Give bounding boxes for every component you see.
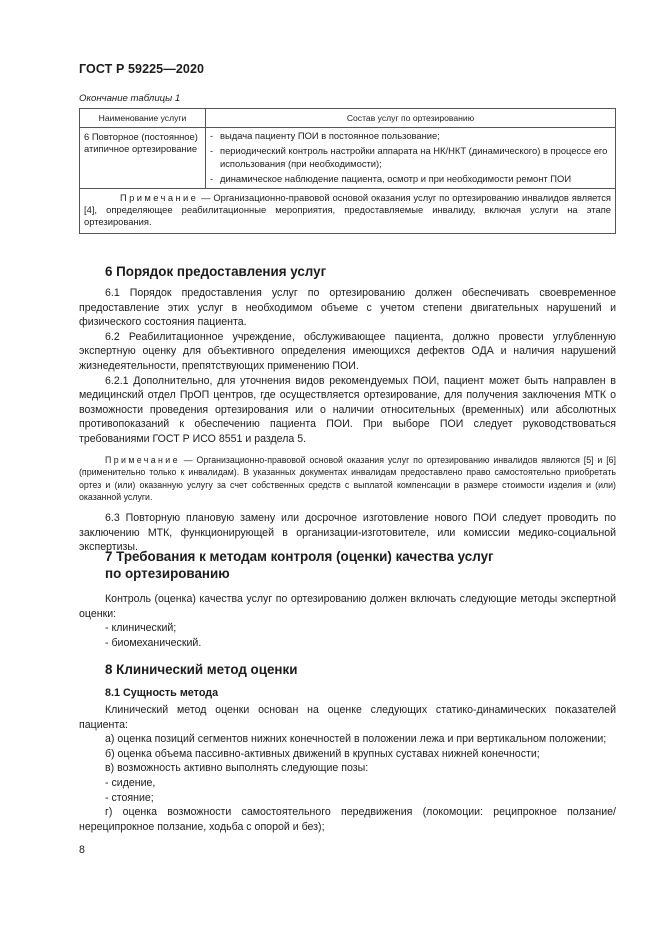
list-item-a: а) оценка позиций сегментов нижних конечностей в положении лежа и при вертикальном положении; (105, 733, 607, 746)
list-item: - сидение, (105, 776, 156, 789)
list-item: - клинический; (105, 622, 177, 635)
section-6-body (79, 286, 616, 555)
table-note-row (80, 189, 616, 234)
table-header-row (80, 109, 616, 128)
list-item: - выдача пациенту ПОИ в постоянное пользование; (210, 130, 440, 142)
standard-header: ГОСТ Р 59225—2020 (79, 62, 205, 76)
col-header-service-composition: Состав услуг по ортезированию (206, 109, 616, 128)
list-item: - периодический контроль настройки аппарата на НК/НКТ (динамического) в процессе его использования (при необходимости); (210, 145, 608, 169)
section-7-body (79, 592, 616, 650)
col-header-service-name: Наименование услуги (80, 109, 206, 128)
paragraph-6-2: 6.2 Реабилитационное учреждение, обслуживающее пациента, должно провести углубленную экспертную оценку для объективного определения имеющихся дефектов ОДА и наличия нарушений жизнедеятельности, препятствующих применению ПОИ. (79, 330, 616, 372)
list-item-b: б) оценка объема пассивно-активных движений в крупных суставах нижней конечности; (105, 747, 540, 760)
paragraph-7: Контроль (оценка) качества услуг по ортезированию должен включать следующие методы экспертной оценки: (79, 593, 616, 620)
paragraph-6-3: 6.3 Повторную плановую замену или досрочное изготовление нового ПОИ следует проводить по заключению МТК, функционирующей в организации-изготовителе, или комиссии медико-социальной экспертизы. (79, 511, 616, 554)
services-table (79, 108, 616, 234)
list-item: - биомеханический. (105, 636, 202, 649)
list-item: - динамическое наблюдение пациента, осмотр и при необходимости ремонт ПОИ (210, 172, 572, 184)
list-item-v: в) возможность активно выполнять следующие позы: (105, 762, 369, 775)
table-note: Примечание — Организационно-правовой основой оказания услуг по ортезированию инвалидов является [4], определяющее реабилитационные мероприятия, предоставляемые инвалиду, включая услуги на этапе ортезирования. (80, 189, 616, 234)
section-8-title: 8 Клинический метод оценки (105, 662, 298, 677)
table-caption: Окончание таблицы 1 (79, 93, 181, 104)
paragraph-6-1: 6.1 Порядок предоставления услуг по ортезированию должен обеспечивать своевременное предоставление этих услуг в необходимом объеме с учетом степени двигательных нарушений и физического состояния пациента. (79, 287, 616, 329)
service-name-cell: 6 Повторное (постоянное) атипичное ортезирование (80, 128, 206, 189)
paragraph-6-2-1: 6.2.1 Дополнительно, для уточнения видов рекомендуемых ПОИ, пациент может быть направлен в медицинский отдел ПрОП центров, где осуществляется ортезирование, для получения заключения МТК о возможности проведения ортезирования или о наличии относительных (временных) или абсолютных противопоказаний к обеспечению пациента ПОИ. При выборе ПОИ следует руководствоваться требованиями ГОСТ Р ИСО 8551 и раздела 5. (79, 374, 616, 445)
page-number: 8 (79, 844, 85, 856)
list-item-g: г) оценка возможности самостоятельного передвижения (локомоции: реципрокное ползание/нереципрокное ползание, ходьба с опорой и без); (79, 806, 616, 833)
paragraph-8-1: Клинический метод оценки основан на оценке следующих статико-динамических показателей пациента: (79, 704, 616, 731)
section-6-note: Примечание — Организационно-правовой основой оказания услуг по ортезированию инвалидов являются [5] и [6] (применительно только к инвалидам). В указанных документах инвалидам предоставлено право самостоятельно приобретать ортез и (или) оказанную услугу за счет собственных средств с выплатой компенсации в размере стоимости изделия и (или) оказанной услуги. (79, 454, 616, 503)
section-8-1-body (79, 703, 616, 834)
table-row (80, 128, 616, 189)
section-7-title: 7 Требования к методам контроля (оценки) качества услуг по ортезированию (105, 549, 494, 581)
list-item: - стояние; (105, 791, 154, 804)
service-composition-cell (206, 128, 616, 189)
section-6-title: 6 Порядок предоставления услуг (105, 264, 327, 279)
section-8-1-title: 8.1 Сущность метода (105, 687, 219, 699)
